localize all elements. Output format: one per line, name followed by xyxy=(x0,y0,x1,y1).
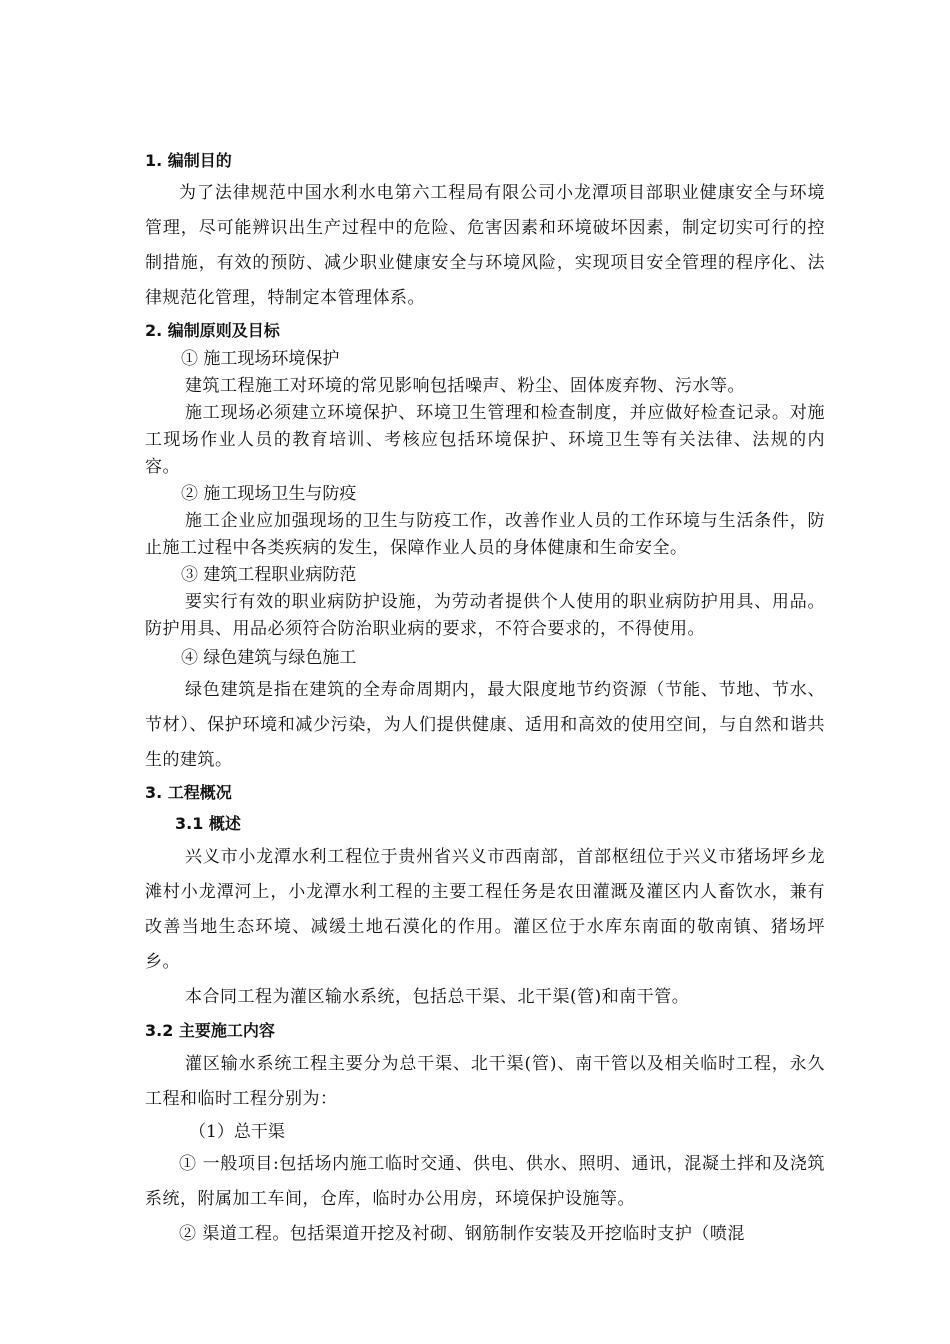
item-3-paragraph: 要实行有效的职业病防护设施，为劳动者提供个人使用的职业病防护用具、用品。防护用具、用品必须符合防治职业病的要求，不符合要求的，不得使用。 xyxy=(145,592,825,639)
item-3-title: ③ 建筑工程职业病防范 xyxy=(181,565,357,585)
section-3-1-paragraph-1: 兴义市小龙潭水利工程位于贵州省兴义市西南部，首部枢纽位于兴义市猪场坪乡龙滩村小龙潭河上，小龙潭水利工程的主要工程任务是农田灌溉及灌区内人畜饮水，兼有改善当地生态环境、减缓土地石漠化的作用。灌区位于水库东南面的敬南镇、猪场坪乡。 xyxy=(145,847,825,972)
item-1-paragraph-1: 建筑工程施工对环境的常见影响包括噪声、粉尘、固体废弃物、污水等。 xyxy=(185,376,745,396)
section-1-heading: 1. 编制目的 xyxy=(145,151,232,170)
item-1-title: ① 施工现场环境保护 xyxy=(181,349,340,369)
section-3-1-paragraph-2: 本合同工程为灌区输水系统，包括总干渠、北干渠(管)和南干管。 xyxy=(185,987,690,1007)
section-3-2-heading: 3.2 主要施工内容 xyxy=(145,1021,275,1040)
section-3-2-paragraph: 灌区输水系统工程主要分为总干渠、北干渠(管)、南干管以及相关临时工程，永久工程和临时工程分别为： xyxy=(145,1054,825,1109)
document-body xyxy=(145,146,825,1252)
item-2-title: ② 施工现场卫生与防疫 xyxy=(181,484,357,504)
item-2-paragraph: 施工企业应加强现场的卫生与防疫工作，改善作业人员的工作环境与生活条件，防止施工过程中各类疾病的发生，保障作业人员的身体健康和生命安全。 xyxy=(145,511,825,558)
item-4-title: ④ 绿色建筑与绿色施工 xyxy=(181,648,357,668)
item-4-paragraph: 绿色建筑是指在建筑的全寿命周期内，最大限度地节约资源（节能、节地、节水、节材）、保护环境和减少污染，为人们提供健康、适用和高效的使用空间，与自然和谐共生的建筑。 xyxy=(145,680,825,770)
section-3-1-heading: 3.1 概述 xyxy=(175,814,241,833)
section-1-paragraph: 为了法律规范中国水利水电第六工程局有限公司小龙潭项目部职业健康安全与环境管理，尽可能辨识出生产过程中的危险、危害因素和环境破坏因素，制定切实可行的控制措施，有效的预防、减少职业健康安全与环境风险，实现项目安全管理的程序化、法律规范化管理，特制定本管理体系。 xyxy=(145,183,825,308)
section-3-heading: 3. 工程概况 xyxy=(145,783,232,802)
section-3-2-subheading-1: （1）总干渠 xyxy=(189,1122,285,1142)
item-1-paragraph-2: 施工现场必须建立环境保护、环境卫生管理和检查制度，并应做好检查记录。对施工现场作业人员的教育培训、考核应包括环境保护、环境卫生等有关法律、法规的内容。 xyxy=(145,403,825,477)
section-3-2-item-1: ① 一般项目:包括场内施工临时交通、供电、供水、照明、通讯，混凝土拌和及浇筑系统，附属加工车间，仓库，临时办公用房，环境保护设施等。 xyxy=(145,1154,825,1209)
section-3-2-item-2: ② 渠道工程。包括渠道开挖及衬砌、钢筋制作安装及开挖临时支护（喷混 xyxy=(179,1224,745,1244)
section-2-heading: 2. 编制原则及目标 xyxy=(145,321,280,340)
